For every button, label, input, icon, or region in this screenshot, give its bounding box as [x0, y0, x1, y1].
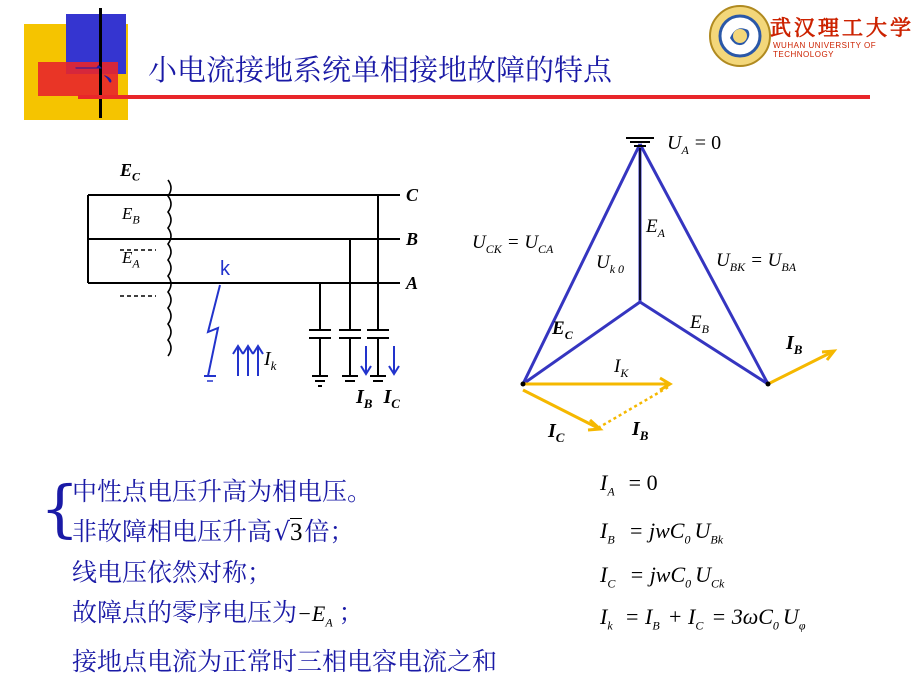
university-logo-emblem	[708, 4, 772, 68]
phase-label-b: B	[406, 229, 419, 249]
bullet-list	[72, 472, 497, 682]
bullet-item: 中性点电压升高为相电压。	[72, 477, 373, 506]
phasor-diagram	[460, 130, 920, 460]
logo-english-name: WUHAN UNIVERSITY OF TECHNOLOGY	[773, 41, 877, 59]
bullet-item: 非故障相电压升高√3倍；	[72, 512, 497, 553]
bullet-item: 故障点的零序电压为$-E_A$ ；	[72, 598, 364, 630]
source-label-ec: $E_C$	[120, 160, 141, 184]
label-ec: $E_C$	[552, 318, 573, 342]
label-ic-bottom: $I_C$	[548, 420, 565, 445]
source-label-eb: $E_B$	[122, 204, 140, 227]
label-ua-zero: $U_A = 0$	[667, 132, 722, 157]
equation-ia: $I_A = 0$	[600, 470, 658, 499]
equation-ib: $I_B = jwC_0$ $U_{Bk}$	[600, 518, 724, 547]
page-title: 小电流接地系统单相接地故障的特点	[148, 53, 613, 87]
fault-point-label: k	[220, 258, 230, 280]
equation-ik: $I_k = I_B + I_C = 3\omega C_0$ $U_\varphi$	[600, 604, 806, 633]
bullet-item: 线电压依然对称；	[72, 558, 273, 587]
bullet-item: 接地点电流为正常时三相电容电流之和	[72, 647, 498, 677]
bullet-brace: {	[40, 472, 80, 545]
label-ubk-uba: $U_{BK} = U_{BA}$	[716, 250, 797, 274]
sqrt-symbol: √3	[274, 517, 303, 546]
label-eb: $E_B$	[690, 312, 709, 336]
phase-label-a: A	[406, 273, 419, 293]
phase-label-c: C	[406, 185, 419, 205]
equation-ic: $I_C = jwC_0$ $U_{Ck}$	[600, 562, 725, 591]
fault-current-label: $I_k$	[264, 348, 277, 373]
logo-chinese-name: 武汉理工大学	[770, 15, 914, 40]
label-ib-right: $I_B$	[786, 332, 803, 357]
label-ea: $E_A$	[646, 216, 665, 240]
capacitor-current-labels: $I_B$ $I_C$	[356, 386, 400, 411]
source-label-ea: $E_A$	[122, 248, 140, 271]
label-uck-uca: $U_{CK} = U_{CA}$	[472, 232, 554, 256]
section-number: 一、	[74, 53, 133, 87]
label-ik: $I_K$	[614, 356, 629, 380]
title-rule	[78, 95, 870, 99]
label-ib-bottom: $I_B$	[632, 418, 649, 443]
label-uk0: $U_{k 0}$	[596, 252, 625, 276]
